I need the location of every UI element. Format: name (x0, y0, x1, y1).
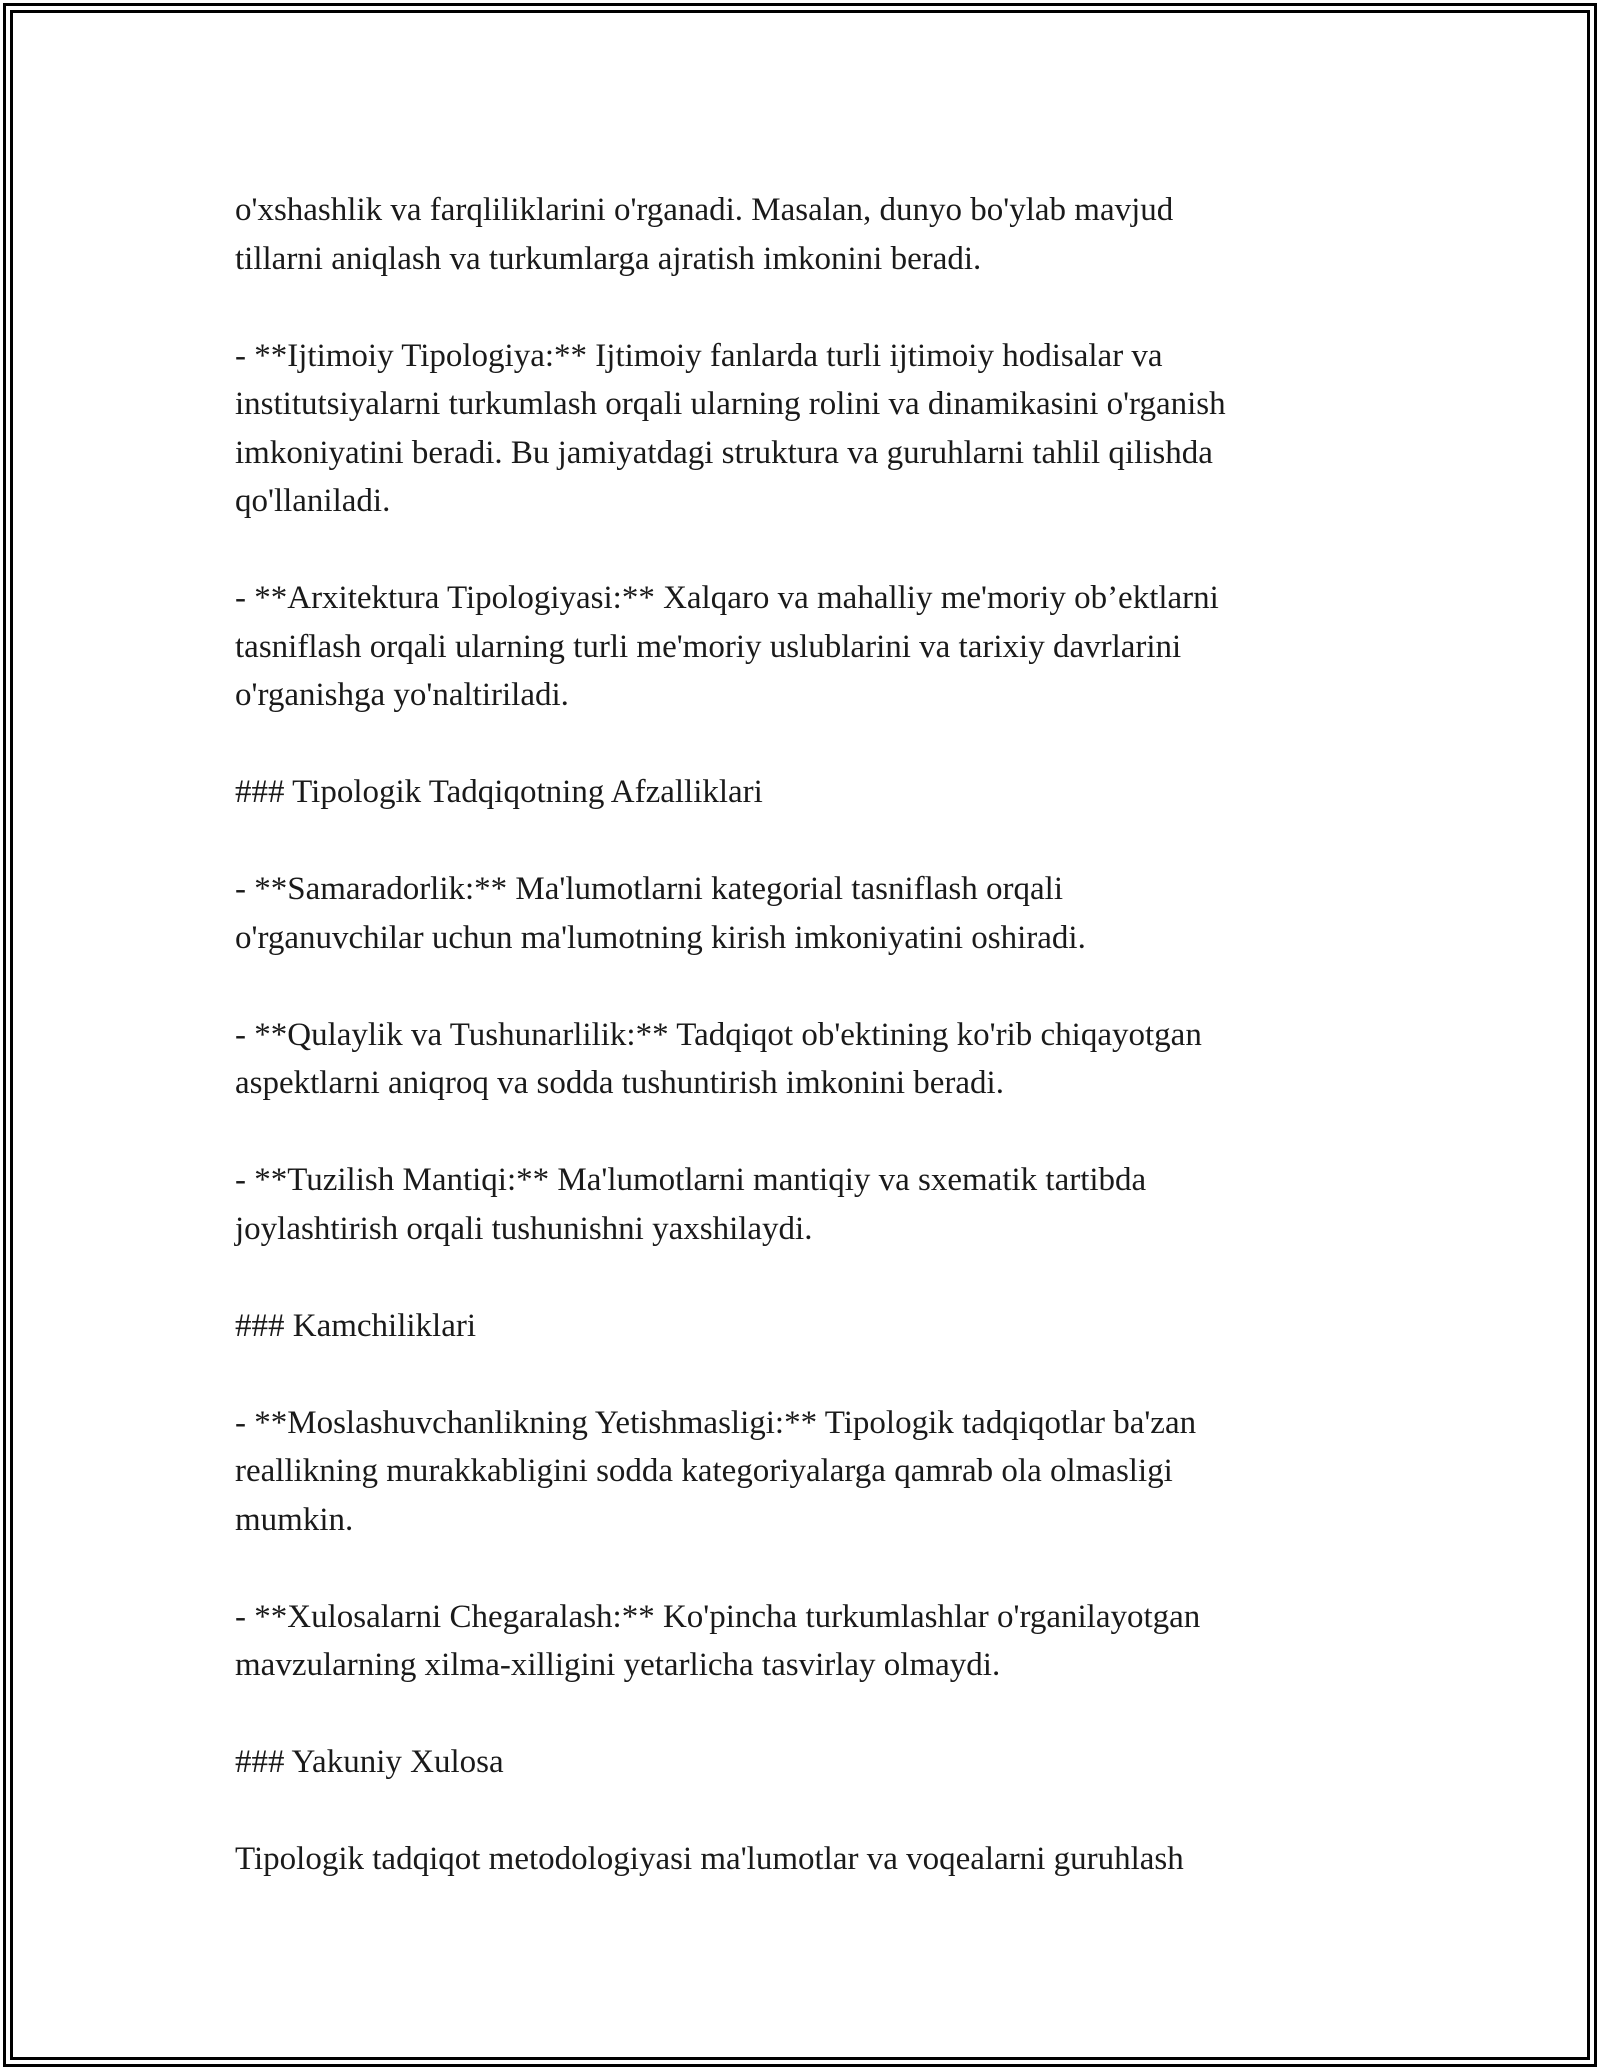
text-line: tasniflash orqali ularning turli me'moriy uslublarini va tarixiy davrlarini (235, 628, 1182, 665)
text-line: - **Samaradorlik:** Ma'lumotlarni kategorial tasniflash orqali (235, 871, 1063, 907)
list-item-arxitektura-tipologiyasi (235, 574, 1385, 720)
text-line: aspektlarni aniqroq va sodda tushuntirish imkonini beradi. (235, 1065, 1004, 1101)
list-item-tuzilish-mantiqi (235, 1156, 1385, 1253)
text-line: reallikning murakkabligini sodda kategoriyalarga qamrab ola olmasligi (235, 1453, 1173, 1489)
text-line: - **Tuzilish Mantiqi:** Ma'lumotlarni mantiqiy va sxematik tartibda (235, 1162, 1147, 1198)
heading-line: ### Yakuniy Xulosa (235, 1744, 504, 1780)
text-line: mumkin. (235, 1501, 354, 1538)
paragraph (235, 186, 1385, 283)
text-line: tillarni aniqlash va turkumlarga ajratish imkonini beradi. (235, 240, 982, 277)
text-line: institutsiyalarni turkumlash orqali ularning rolini va dinamikasini o'rganish (235, 386, 1226, 422)
text-line: qo'llaniladi. (235, 483, 391, 519)
text-line: - **Arxitektura Tipologiyasi:** Xalqaro va mahalliy me'moriy ob’ektlarni (235, 580, 1219, 616)
text-line: - **Moslashuvchanlikning Yetishmasligi:** Tipologik tadqiqotlar ba'zan (235, 1404, 1197, 1441)
list-item-moslashuvchanlik (235, 1399, 1385, 1545)
section-heading-yakuniy-xulosa (235, 1738, 1385, 1787)
list-item-ijtimoiy-tipologiya (235, 332, 1385, 526)
text-line: o'rganishga yo'naltiriladi. (235, 677, 569, 713)
text-line: - **Qulaylik va Tushunarlilik:** Tadqiqot ob'ektining ko'rib chiqayotgan (235, 1016, 1202, 1053)
list-item-xulosalarni-chegaralash (235, 1593, 1385, 1690)
text-line: - **Xulosalarni Chegaralash:** Ko'pincha turkumlashlar o'rganilayotgan (235, 1598, 1201, 1635)
text-line: joylashtirish orqali tushunishni yaxshilaydi. (235, 1210, 813, 1247)
text-line: - **Ijtimoiy Tipologiya:** Ijtimoiy fanlarda turli ijtimoiy hodisalar va (235, 337, 1163, 374)
heading-line: ### Kamchiliklari (235, 1307, 477, 1344)
text-line: mavzularning xilma-xilligini yetarlicha tasvirlay olmaydi. (235, 1647, 1001, 1683)
heading-line: ### Tipologik Tadqiqotning Afzalliklari (235, 774, 763, 810)
text-line: imkoniyatini beradi. Bu jamiyatdagi struktura va guruhlarni tahlil qilishda (235, 434, 1213, 471)
document-body (235, 186, 1385, 1884)
text-line: o'rganuvchilar uchun ma'lumotning kirish imkoniyatini oshiradi. (235, 919, 1086, 956)
list-item-qulaylik (235, 1011, 1385, 1108)
text-line: Tipologik tadqiqot metodologiyasi ma'lumotlar va voqealarni guruhlash (235, 1841, 1184, 1877)
list-item-samaradorlik (235, 865, 1385, 962)
text-line: o'xshashlik va farqliliklarini o'rganadi. Masalan, dunyo bo'ylab mavjud (235, 192, 1174, 228)
section-heading-kamchiliklari (235, 1302, 1385, 1351)
section-heading-afzalliklari (235, 768, 1385, 817)
paragraph (235, 1835, 1385, 1884)
